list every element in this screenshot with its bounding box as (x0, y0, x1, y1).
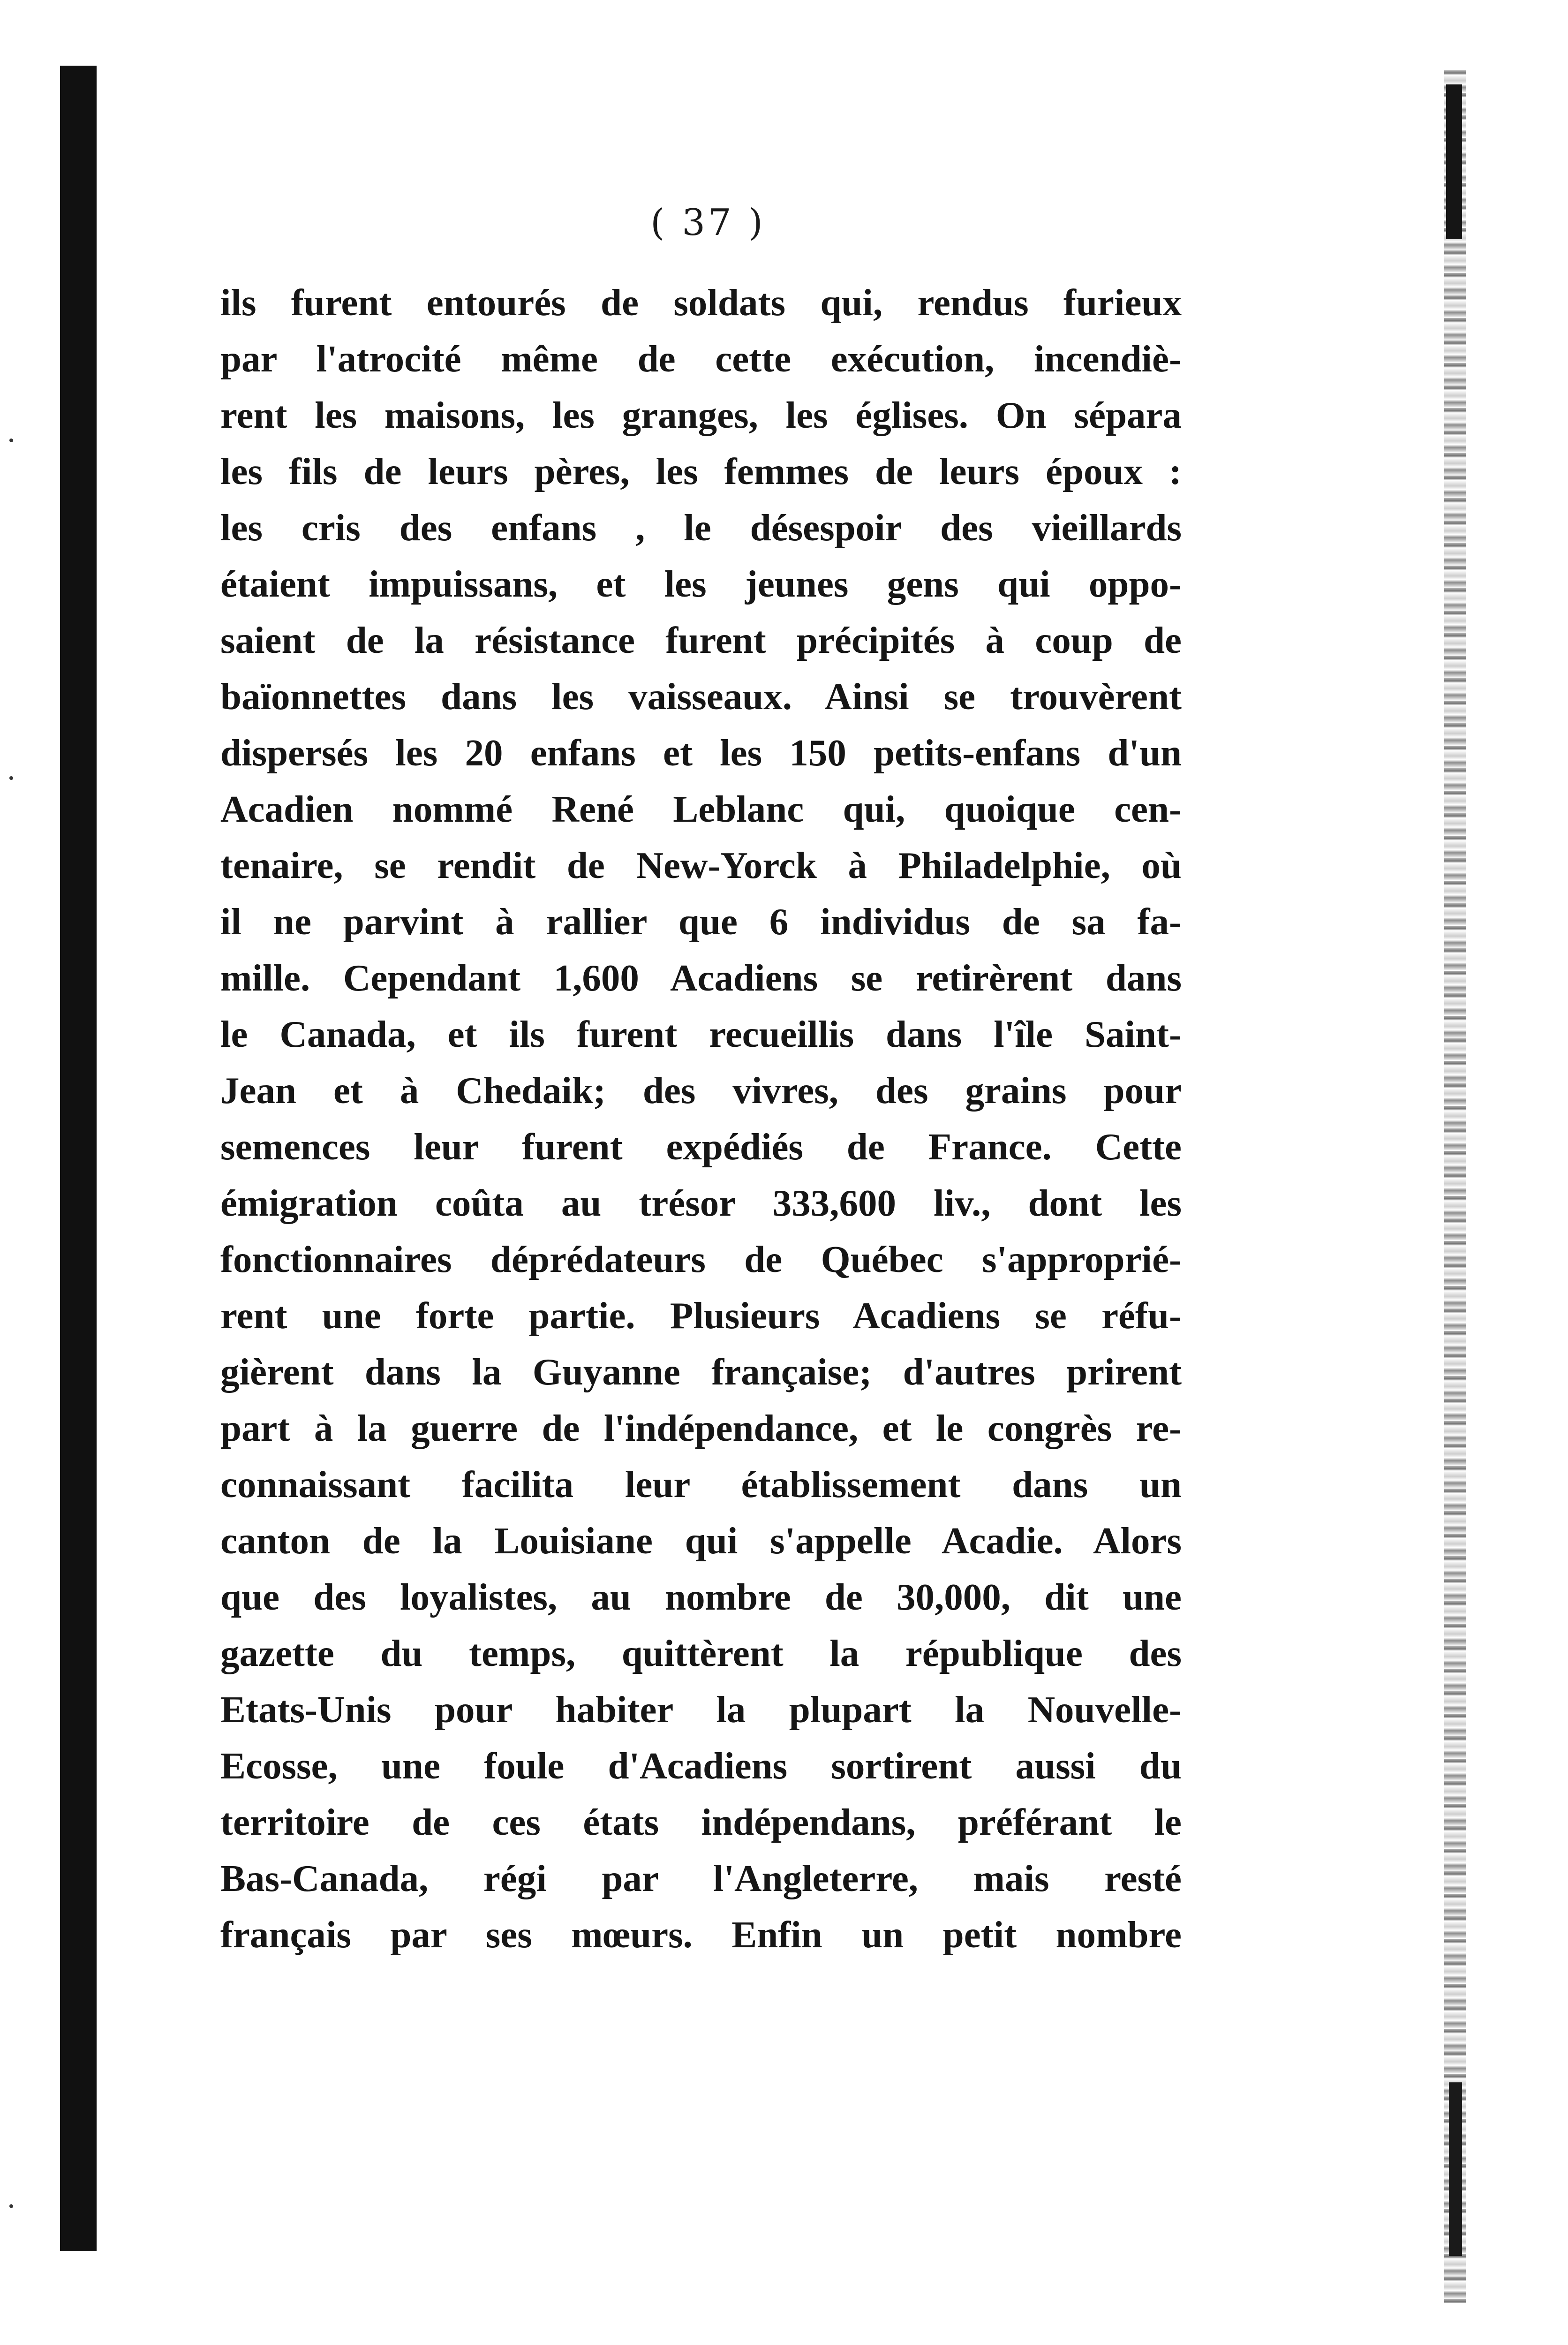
text-line: que des loyalistes, au nombre de 30,000, dit une (220, 1576, 1182, 1618)
text-line: gazette du temps, quittèrent la république des (220, 1632, 1182, 1674)
text-line: canton de la Louisiane qui s'appelle Acadie. Alors (220, 1520, 1182, 1562)
page-edge-strip (1444, 70, 1466, 2303)
text-line: les fils de leurs pères, les femmes de leurs époux : (220, 450, 1182, 492)
scan-speck (9, 439, 13, 442)
text-line: le Canada, et ils furent recueillis dans l'île Saint- (220, 1013, 1182, 1055)
text-line: rent une forte partie. Plusieurs Acadiens se réfu- (220, 1294, 1182, 1337)
text-line: semences leur furent expédiés de France. Cette (220, 1126, 1182, 1168)
text-line: saient de la résistance furent précipités à coup de (220, 619, 1182, 661)
text-line: Jean et à Chedaik; des vivres, des grains pour (220, 1069, 1182, 1112)
text-line: mille. Cependant 1,600 Acadiens se retirèrent dans (220, 957, 1182, 999)
text-line: connaissant facilita leur établissement dans un (220, 1463, 1182, 1505)
text-line: fonctionnaires déprédateurs de Québec s'approprié- (220, 1238, 1182, 1280)
body-text (220, 274, 1182, 1963)
text-line: il ne parvint à rallier que 6 individus de sa fa- (220, 900, 1182, 943)
text-line: dispersés les 20 enfans et les 150 petits-enfans d'un (220, 732, 1182, 774)
text-line: Acadien nommé René Leblanc qui, quoique cen- (220, 788, 1182, 830)
text-line: Etats-Unis pour habiter la plupart la Nouvelle- (220, 1688, 1182, 1731)
scan-speck (9, 776, 13, 780)
text-line: ils furent entourés de soldats qui, rendus furieux (220, 281, 1182, 324)
page-edge-dark-top (1446, 84, 1462, 239)
text-line: part à la guerre de l'indépendance, et le congrès re- (220, 1407, 1182, 1449)
page-number: ( 37 ) (650, 202, 766, 244)
text-line: Bas-Canada, régi par l'Angleterre, mais resté (220, 1857, 1182, 1899)
text-line: Ecosse, une foule d'Acadiens sortirent aussi du (220, 1745, 1182, 1787)
text-line: français par ses mœurs. Enfin un petit nombre (220, 1914, 1182, 1956)
text-line: tenaire, se rendit de New-Yorck à Philadelphie, où (220, 844, 1182, 886)
text-line: rent les maisons, les granges, les églises. On sépara (220, 394, 1182, 436)
text-line: par l'atrocité même de cette exécution, incendiè- (220, 338, 1182, 380)
text-line: émigration coûta au trésor 333,600 liv., dont les (220, 1182, 1182, 1224)
text-line: étaient impuissans, et les jeunes gens qui oppo- (220, 563, 1182, 605)
text-line: territoire de ces états indépendans, préférant le (220, 1801, 1182, 1843)
text-line: les cris des enfans , le désespoir des vieillards (220, 507, 1182, 549)
scan-speck (9, 2204, 13, 2208)
page-edge-dark-bottom (1449, 2082, 1462, 2256)
binding-shadow (60, 66, 97, 2251)
text-line: baïonnettes dans les vaisseaux. Ainsi se trouvèrent (220, 675, 1182, 718)
text-line: gièrent dans la Guyanne française; d'autres prirent (220, 1351, 1182, 1393)
